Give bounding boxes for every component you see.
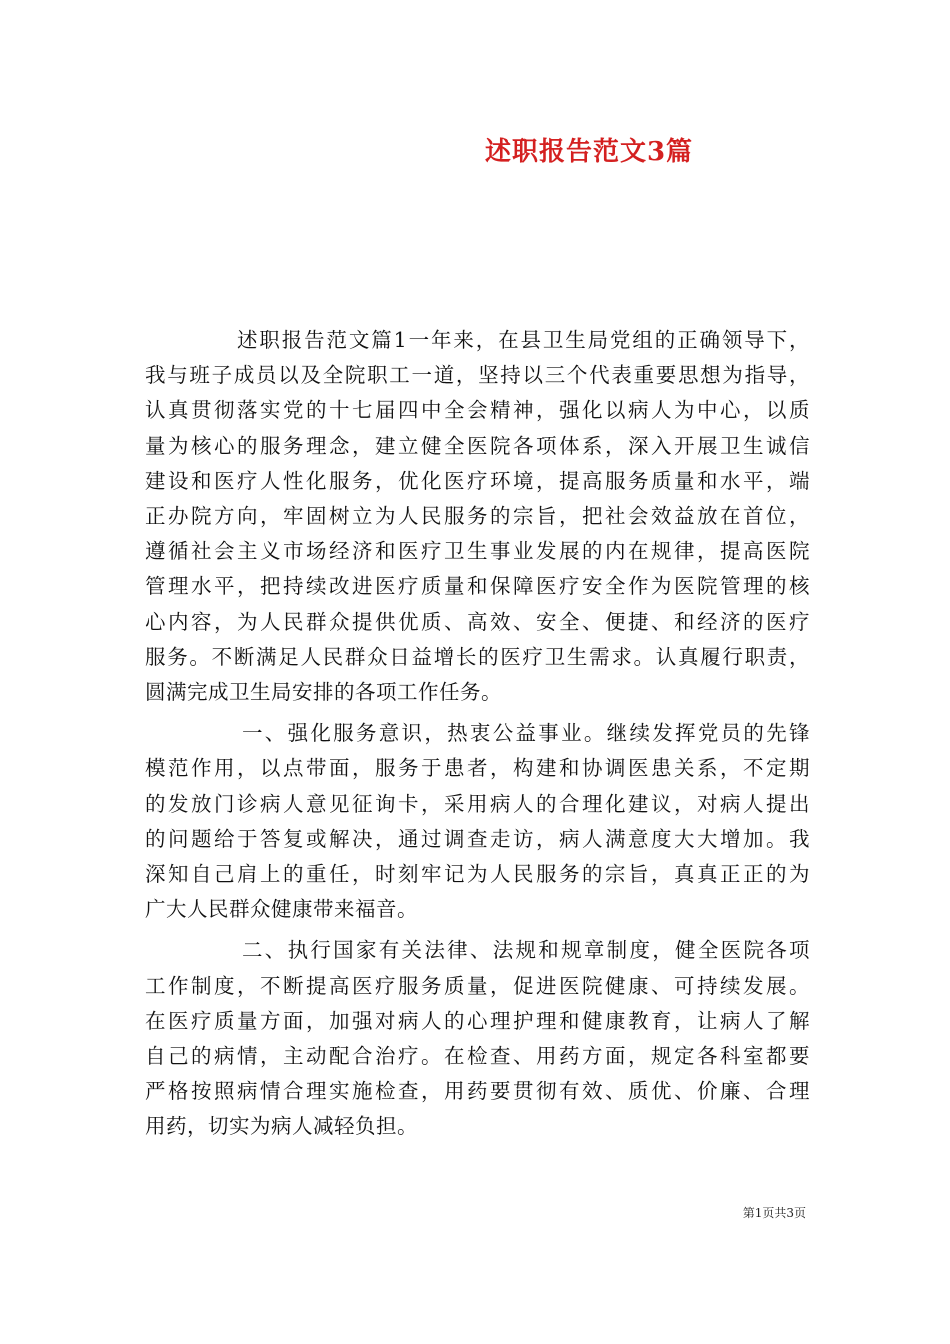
text-line: 自己的病情，主动配合治疗。在检查、用药方面，规定各科室都要	[145, 1044, 810, 1069]
text-line: 正办院方向，牢固树立为人民服务的宗旨，把社会效益放在首位，	[145, 504, 810, 529]
text-line: 工作制度，不断提高医疗服务质量，促进医院健康、可持续发展。	[145, 973, 810, 998]
text-line: 模范作用，以点带面，服务于患者，构建和协调医患关系，不定期	[145, 756, 810, 781]
text-line: 服务。不断满足人民群众日益增长的医疗卫生需求。认真履行职责，	[145, 644, 810, 669]
text-line: 遵循社会主义市场经济和医疗卫生事业发展的内在规律，提高医院	[145, 539, 810, 564]
text-line: 的问题给于答复或解决，通过调查走访，病人满意度大大增加。我	[145, 826, 810, 851]
text-line: 我与班子成员以及全院职工一道，坚持以三个代表重要思想为指导，	[145, 363, 810, 388]
text-line: 在医疗质量方面，加强对病人的心理护理和健康教育，让病人了解	[145, 1008, 810, 1033]
paragraph-section-1	[145, 716, 810, 927]
text-line: 量为核心的服务理念，建立健全医院各项体系，深入开展卫生诚信	[145, 433, 810, 458]
text-line: 一、强化服务意识，热衷公益事业。继续发挥党员的先锋	[242, 721, 810, 746]
text-line: 圆满完成卫生局安排的各项工作任务。	[145, 680, 502, 705]
text-line: 二、执行国家有关法律、法规和规章制度，健全医院各项	[242, 938, 810, 963]
paragraph-intro	[145, 323, 810, 710]
page-number-footer: 第1页共3页	[742, 1206, 806, 1220]
text-line: 认真贯彻落实党的十七届四中全会精神，强化以病人为中心，以质	[145, 398, 810, 423]
text-line: 用药，切实为病人减轻负担。	[145, 1114, 418, 1139]
text-line: 述职报告范文篇1一年来，在县卫生局党组的正确领导下，	[237, 328, 810, 352]
text-line: 广大人民群众健康带来福音。	[145, 897, 418, 922]
text-line: 管理水平，把持续改进医疗质量和保障医疗安全作为医院管理的核	[145, 574, 810, 599]
text-line: 心内容，为人民群众提供优质、高效、安全、便捷、和经济的医疗	[145, 609, 810, 634]
text-line: 的发放门诊病人意见征询卡，采用病人的合理化建议，对病人提出	[145, 791, 810, 816]
document-body	[145, 323, 810, 1145]
paragraph-section-2	[145, 933, 810, 1144]
text-line: 建设和医疗人性化服务，优化医疗环境，提高服务质量和水平，端	[145, 468, 810, 493]
text-line: 严格按照病情合理实施检查，用药要贯彻有效、质优、价廉、合理	[145, 1079, 810, 1104]
page-title: 述职报告范文3篇	[484, 137, 694, 167]
text-line: 深知自己肩上的重任，时刻牢记为人民服务的宗旨，真真正正的为	[145, 862, 810, 887]
